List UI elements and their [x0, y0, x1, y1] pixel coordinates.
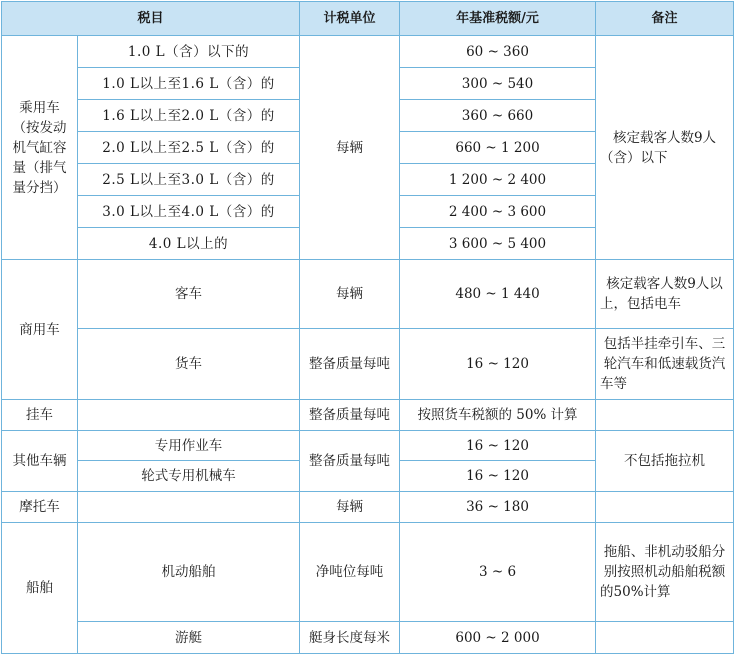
- unit-cell: 每辆: [300, 36, 400, 260]
- item-cell: 客车: [78, 260, 300, 329]
- item-cell: 货车: [78, 329, 300, 400]
- note-cell: [596, 400, 734, 431]
- item-cell: 1.0 L以上至1.6 L（含）的: [78, 68, 300, 100]
- table-row: [2, 400, 734, 431]
- item-cell: [78, 492, 300, 523]
- category-commercial: 商用车: [2, 260, 78, 400]
- header-note: 备注: [596, 2, 734, 36]
- note-cell: 核定载客人数9人（含）以下: [596, 36, 734, 260]
- rate-cell: 3 600 ~ 5 400: [400, 228, 596, 260]
- item-cell: 2.0 L以上至2.5 L（含）的: [78, 132, 300, 164]
- unit-cell: 艇身长度每米: [300, 622, 400, 654]
- note-cell: 拖船、非机动驳船分别按照机动船舶税额的50%计算: [596, 523, 734, 622]
- unit-cell: 整备质量每吨: [300, 400, 400, 431]
- note-cell: [596, 492, 734, 523]
- item-cell: 3.0 L以上至4.0 L（含）的: [78, 196, 300, 228]
- category-motorcycle: 摩托车: [2, 492, 78, 523]
- table-row: [2, 329, 734, 400]
- rate-cell: 480 ~ 1 440: [400, 260, 596, 329]
- rate-cell: 660 ~ 1 200: [400, 132, 596, 164]
- item-cell: 机动船舶: [78, 523, 300, 622]
- note-cell: 包括半挂牵引车、三轮汽车和低速载货汽车等: [596, 329, 734, 400]
- table-row: [2, 492, 734, 523]
- category-passenger-car: 乘用车（按发动机气缸容量（排气量分挡）: [2, 36, 78, 260]
- rate-cell: 60 ~ 360: [400, 36, 596, 68]
- rate-cell: 3 ~ 6: [400, 523, 596, 622]
- note-cell: 核定载客人数9人以上，包括电车: [596, 260, 734, 329]
- note-cell: 不包括拖拉机: [596, 431, 734, 492]
- item-cell: 4.0 L以上的: [78, 228, 300, 260]
- item-cell: 游艇: [78, 622, 300, 654]
- table-row: [2, 523, 734, 622]
- item-cell: [78, 400, 300, 431]
- header-rate: 年基准税额/元: [400, 2, 596, 36]
- rate-cell: 300 ~ 540: [400, 68, 596, 100]
- unit-cell: 每辆: [300, 492, 400, 523]
- rate-cell: 2 400 ~ 3 600: [400, 196, 596, 228]
- rate-cell: 16 ~ 120: [400, 431, 596, 461]
- table-row: [2, 431, 734, 461]
- unit-cell: 每辆: [300, 260, 400, 329]
- item-cell: 1.0 L（含）以下的: [78, 36, 300, 68]
- rate-cell: 360 ~ 660: [400, 100, 596, 132]
- table-row: [2, 260, 734, 329]
- item-cell: 1.6 L以上至2.0 L（含）的: [78, 100, 300, 132]
- rate-cell: 按照货车税额的 50% 计算: [400, 400, 596, 431]
- vehicle-vessel-tax-table: [1, 1, 734, 654]
- table-row: [2, 36, 734, 68]
- rate-cell: 1 200 ~ 2 400: [400, 164, 596, 196]
- header-row: [2, 2, 734, 36]
- rate-cell: 36 ~ 180: [400, 492, 596, 523]
- item-cell: 轮式专用机械车: [78, 461, 300, 492]
- category-ship: 船舶: [2, 523, 78, 654]
- unit-cell: 净吨位每吨: [300, 523, 400, 622]
- header-unit: 计税单位: [300, 2, 400, 36]
- rate-cell: 16 ~ 120: [400, 329, 596, 400]
- header-item: 税目: [2, 2, 300, 36]
- category-other-vehicles: 其他车辆: [2, 431, 78, 492]
- item-cell: 专用作业车: [78, 431, 300, 461]
- unit-cell: 整备质量每吨: [300, 431, 400, 492]
- category-trailer: 挂车: [2, 400, 78, 431]
- unit-cell: 整备质量每吨: [300, 329, 400, 400]
- rate-cell: 600 ~ 2 000: [400, 622, 596, 654]
- item-cell: 2.5 L以上至3.0 L（含）的: [78, 164, 300, 196]
- rate-cell: 16 ~ 120: [400, 461, 596, 492]
